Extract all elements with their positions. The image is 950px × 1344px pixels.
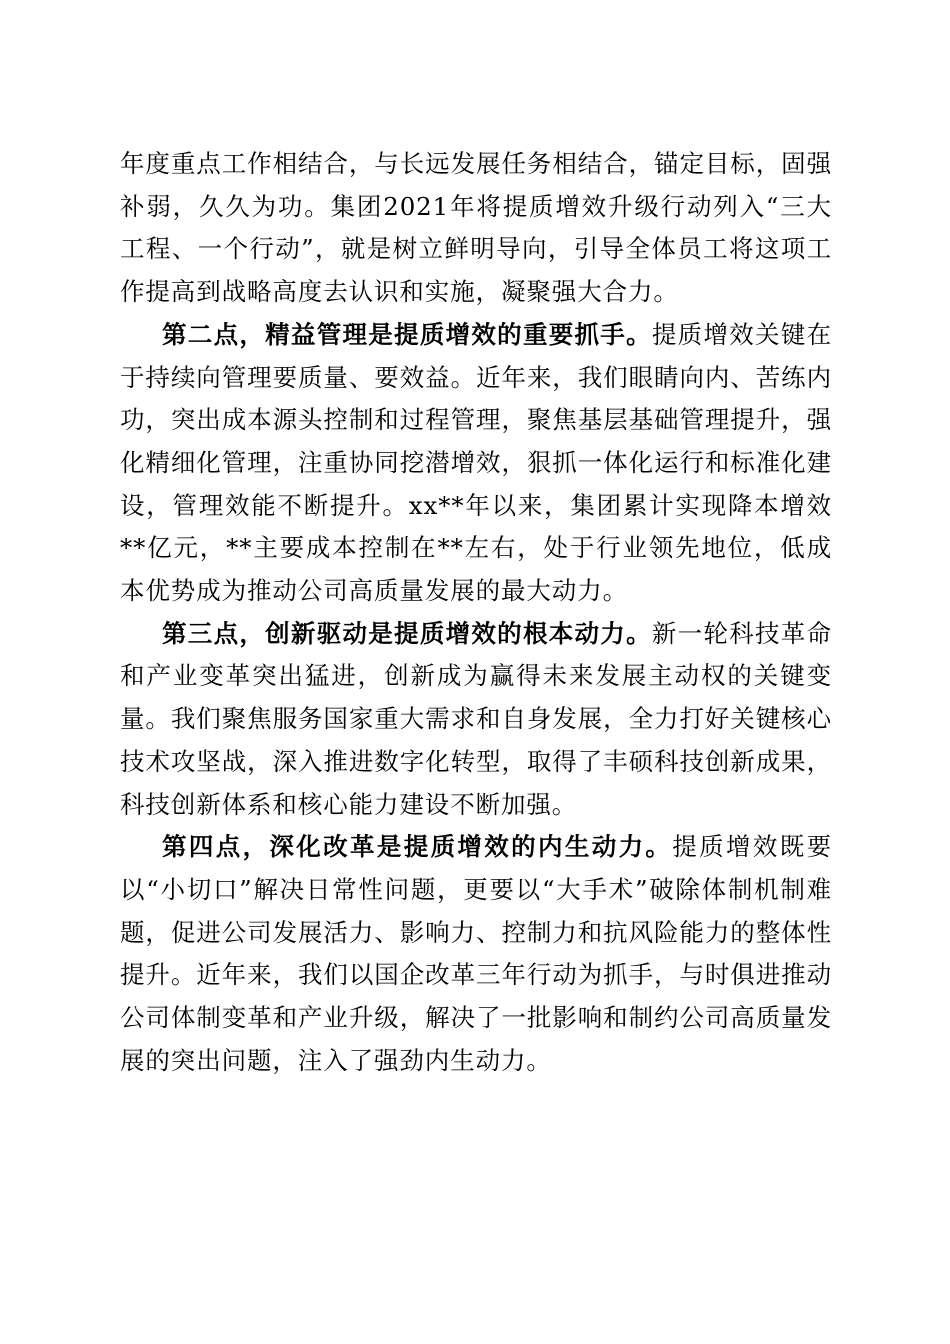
paragraph-3 — [120, 613, 832, 827]
document-page — [120, 143, 832, 1082]
paragraph-2 — [120, 314, 832, 613]
paragraph-3-text: 新一轮科技革命和产业变革突出猛进，创新成为赢得未来发展主动权的关键变量。我们聚焦服务国家重大需求和自身发展，全力打好关键核心技术攻坚战，深入推进数字化转型，取得了丰硕科技创新成果，科技创新体系和核心能力建设不断加强。 — [120, 618, 832, 819]
paragraph-4-text: 提质增效既要以“小切口”解决日常性问题，更要以“大手术”破除体制机制难题，促进公司发展活力、影响力、控制力和抗风险能力的整体性提升。近年来，我们以国企改革三年行动为抓手，与时俱进推动公司体制变革和产业升级，解决了一批影响和制约公司高质量发展的突出问题，注入了强劲内生动力。 — [120, 832, 832, 1075]
paragraph-2-text: 提质增效关键在于持续向管理要质量、要效益。近年来，我们眼睛向内、苦练内功，突出成本源头控制和过程管理，聚焦基层基础管理提升，强化精细化管理，注重协同挖潜增效，狠抓一体化运行和标准化建设，管理效能不断提升。xx**年以来，集团累计实现降本增效**亿元，**主要成本控制在**左右，处于行业领先地位，低成本优势成为推动公司高质量发展的最大动力。 — [120, 319, 832, 606]
paragraph-2-heading: 第二点，精益管理是提质增效的重要抓手。 — [162, 319, 652, 349]
paragraph-1 — [120, 143, 832, 314]
paragraph-4 — [120, 826, 832, 1082]
paragraph-1-text: 年度重点工作相结合，与长远发展任务相结合，锚定目标，固强补弱，久久为功。集团2021年将提质增效升级行动列入“三大工程、一个行动”，就是树立鲜明导向，引导全体员工将这项工作提高到战略高度去认识和实施，凝聚强大合力。 — [120, 149, 832, 307]
paragraph-4-heading: 第四点，深化改革是提质增效的内生动力。 — [162, 832, 673, 862]
paragraph-3-heading: 第三点，创新驱动是提质增效的根本动力。 — [162, 618, 652, 648]
